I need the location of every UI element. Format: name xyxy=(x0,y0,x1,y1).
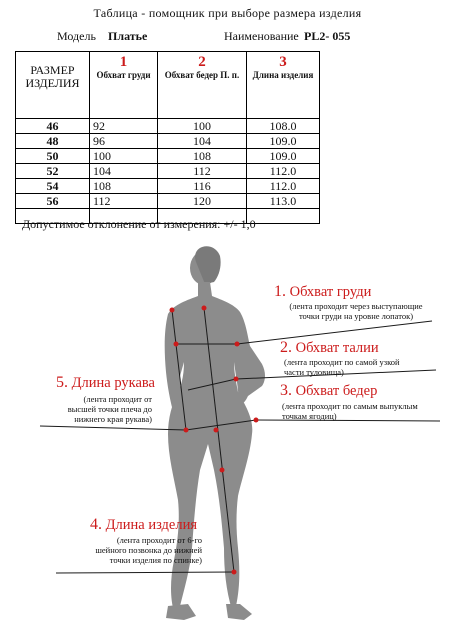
figure-foot-right xyxy=(226,604,252,620)
tolerance-note: Допустимое отклонение от измерения: +/- 1,0 xyxy=(22,217,256,231)
model-label: Модель xyxy=(57,29,96,43)
sleeve-leader-line xyxy=(40,426,186,430)
measure-4-number: 4. xyxy=(90,516,102,533)
measure-4-desc-line: (лента проходит от 6-го xyxy=(116,535,202,545)
point-neck xyxy=(202,306,207,311)
measure-2-label: Обхват талии xyxy=(295,340,379,356)
page-title: Таблица - помощник при выборе размера изделия xyxy=(93,6,362,20)
cell-hips: 100 xyxy=(158,119,247,134)
point-chest-right xyxy=(235,342,240,347)
header-hips-number: 2 xyxy=(198,54,206,70)
cell-length: 112.0 xyxy=(247,164,320,179)
cell-size: 46 xyxy=(16,119,90,134)
cell-size: 52 xyxy=(16,164,90,179)
cell-size: 48 xyxy=(16,134,90,149)
cell-hips: 120 xyxy=(158,194,247,209)
measure-1-desc-line: (лента проходит через выступающие xyxy=(289,301,423,311)
cell-length: 109.0 xyxy=(247,134,320,149)
measure-4-desc-line: шейного позвонка до нижней xyxy=(95,545,202,555)
cell-chest: 104 xyxy=(90,164,158,179)
cell-hips: 116 xyxy=(158,179,247,194)
measure-4-title xyxy=(90,516,197,534)
measure-1-desc-line: точки груди на уровне лопаток) xyxy=(298,311,414,321)
measure-3-label: Обхват бедер xyxy=(295,383,378,399)
cell-size: 50 xyxy=(16,149,90,164)
measure-1-description xyxy=(272,301,440,321)
measure-3-desc-line: точкам ягодиц) xyxy=(282,411,337,421)
cell-chest: 96 xyxy=(90,134,158,149)
point-length-bottom xyxy=(232,570,237,575)
measure-2-desc-line: части туловища) xyxy=(284,367,344,377)
measure-1-label: Обхват груди xyxy=(289,284,372,300)
cell-hips: 104 xyxy=(158,134,247,149)
measure-4-description xyxy=(60,535,202,565)
measure-3-description xyxy=(282,401,418,421)
figure-foot-left xyxy=(166,604,196,620)
cell-length: 113.0 xyxy=(247,194,320,209)
measure-4-desc-line: точки изделия по спинке) xyxy=(109,555,202,565)
point-shoulder xyxy=(170,308,175,313)
measure-5-desc-line: нижнего края рукава) xyxy=(74,414,152,424)
header-size-label: РАЗМЕР ИЗДЕЛИЯ xyxy=(25,63,80,90)
measure-3-number: 3. xyxy=(280,382,292,399)
measure-3-title xyxy=(280,382,377,400)
cell-length: 109.0 xyxy=(247,149,320,164)
header-hips-label: Обхват бедер П. п. xyxy=(164,70,240,80)
model-value: Платье xyxy=(108,29,148,43)
measure-4-label: Длина изделия xyxy=(105,517,198,533)
cell-size: 56 xyxy=(16,194,90,209)
cell-length: 108.0 xyxy=(247,119,320,134)
header-chest-number: 1 xyxy=(119,54,128,70)
name-value: PL2- 055 xyxy=(304,29,351,43)
measure-5-desc-line: (лента проходит от xyxy=(83,394,152,404)
measure-3-desc-line: (лента проходит по самым выпуклым xyxy=(282,401,418,411)
cell-hips: 112 xyxy=(158,164,247,179)
point-hip-center xyxy=(214,428,219,433)
point-waist xyxy=(234,377,239,382)
measure-2-title xyxy=(280,339,379,357)
point-length-mid xyxy=(220,468,225,473)
measure-2-number: 2. xyxy=(280,339,292,356)
cell-hips: 108 xyxy=(158,149,247,164)
cell-size: 54 xyxy=(16,179,90,194)
measure-5-number: 5. xyxy=(56,374,68,391)
cell-chest: 112 xyxy=(90,194,158,209)
cell-length: 112.0 xyxy=(247,179,320,194)
point-chest-left xyxy=(174,342,179,347)
measure-5-title xyxy=(30,374,155,392)
header-length-label: Длина изделия xyxy=(252,70,314,80)
cell-chest: 100 xyxy=(90,149,158,164)
measure-5-label: Длина рукава xyxy=(71,375,155,391)
measure-2-description xyxy=(284,357,400,377)
measure-5-desc-line: высшей точки плеча до xyxy=(67,404,152,414)
length-leader-line xyxy=(56,572,234,573)
measure-5-description xyxy=(40,394,152,424)
header-length-number: 3 xyxy=(279,54,287,70)
measure-2-desc-line: (лента проходит по самой узкой xyxy=(284,357,400,367)
measure-1-title xyxy=(274,283,371,301)
cell-chest: 108 xyxy=(90,179,158,194)
name-label: Наименование xyxy=(224,29,299,43)
header-chest-label: Обхват груди xyxy=(96,70,151,80)
point-hip xyxy=(254,418,259,423)
point-sleeve-end xyxy=(184,428,189,433)
cell-chest: 92 xyxy=(90,119,158,134)
measure-1-number: 1. xyxy=(274,283,286,300)
